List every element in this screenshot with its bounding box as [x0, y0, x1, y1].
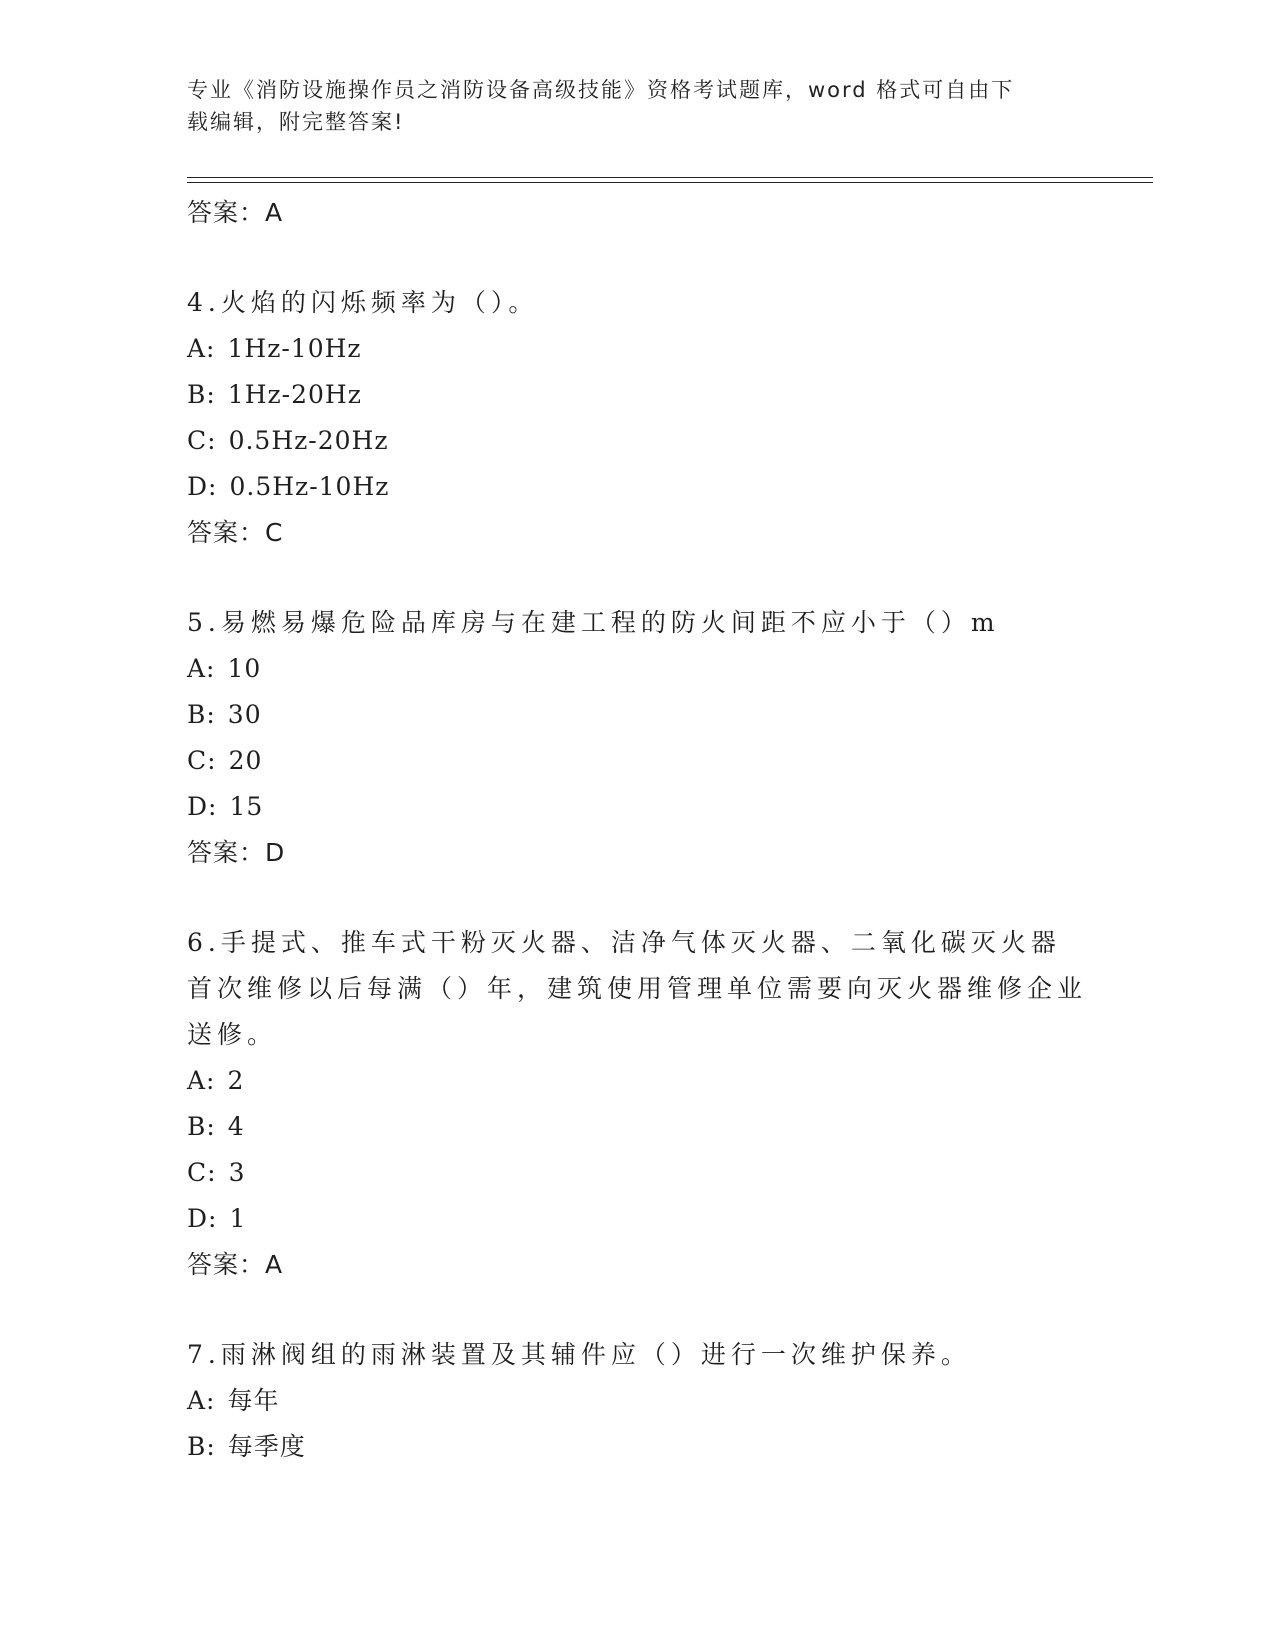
question-text: 6.手提式、推车式干粉灭火器、洁净气体灭火器、二氧化碳灭火器首次维修以后每满（）年，建筑使用管理单位需要向灭火器维修企业送修。 [187, 928, 1088, 1049]
option-value: 1Hz-10Hz [227, 334, 362, 363]
option-b [187, 1104, 1087, 1150]
option-key: D: [187, 472, 218, 501]
option-d [187, 464, 1087, 510]
answer-line: 答案：D [187, 838, 286, 867]
option-c [187, 738, 1087, 784]
option-key: A: [187, 654, 216, 683]
question-block [187, 600, 1087, 876]
option-d [187, 1196, 1087, 1242]
option-key: B: [187, 380, 216, 409]
option-a [187, 326, 1087, 372]
option-key: C: [187, 426, 217, 455]
option-value: 1 [229, 1204, 247, 1233]
header-line-1: 专业《消防设施操作员之消防设备高级技能》资格考试题库，word 格式可自由下 [187, 78, 1015, 102]
answer-line: 答案：C [187, 518, 284, 547]
option-value: 0.5Hz-20Hz [228, 426, 389, 455]
question-list [187, 190, 1087, 1470]
option-key: C: [187, 746, 217, 775]
option-key: B: [187, 1432, 216, 1461]
option-c [187, 1150, 1087, 1196]
option-value: 0.5Hz-10Hz [229, 472, 390, 501]
option-key: A: [187, 1066, 216, 1095]
option-key: D: [187, 1204, 218, 1233]
option-value: 15 [229, 792, 264, 821]
option-b [187, 372, 1087, 418]
option-b [187, 692, 1087, 738]
option-c [187, 418, 1087, 464]
header-divider-bottom [187, 182, 1153, 183]
option-key: B: [187, 1112, 216, 1141]
question-text: 5.易燃易爆危险品库房与在建工程的防火间距不应小于（）m [187, 608, 1000, 637]
option-value: 10 [227, 654, 262, 683]
option-key: B: [187, 700, 216, 729]
option-d [187, 784, 1087, 830]
question-block [187, 1332, 1087, 1470]
question-text: 4.火焰的闪烁频率为（）。 [187, 288, 539, 317]
answer-line: 答案：A [187, 1250, 284, 1279]
option-a [187, 646, 1087, 692]
option-value: 30 [227, 700, 262, 729]
option-value: 3 [228, 1158, 246, 1187]
previous-answer: 答案：A [187, 198, 284, 227]
question-text: 7.雨淋阀组的雨淋装置及其辅件应（）进行一次维护保养。 [187, 1340, 971, 1369]
option-key: D: [187, 792, 218, 821]
option-b [187, 1424, 1087, 1470]
option-value: 1Hz-20Hz [227, 380, 362, 409]
option-a [187, 1378, 1087, 1424]
option-a [187, 1058, 1087, 1104]
option-key: A: [187, 1386, 216, 1415]
option-value: 2 [227, 1066, 245, 1095]
question-block [187, 920, 1087, 1288]
option-key: C: [187, 1158, 217, 1187]
option-value: 每季度 [227, 1432, 306, 1461]
option-value: 20 [228, 746, 263, 775]
document-header [187, 74, 1067, 138]
header-divider-top [187, 177, 1153, 178]
option-value: 4 [227, 1112, 245, 1141]
option-value: 每年 [227, 1386, 280, 1415]
header-line-2: 载编辑，附完整答案! [187, 110, 405, 134]
option-key: A: [187, 334, 216, 363]
question-block [187, 280, 1087, 556]
